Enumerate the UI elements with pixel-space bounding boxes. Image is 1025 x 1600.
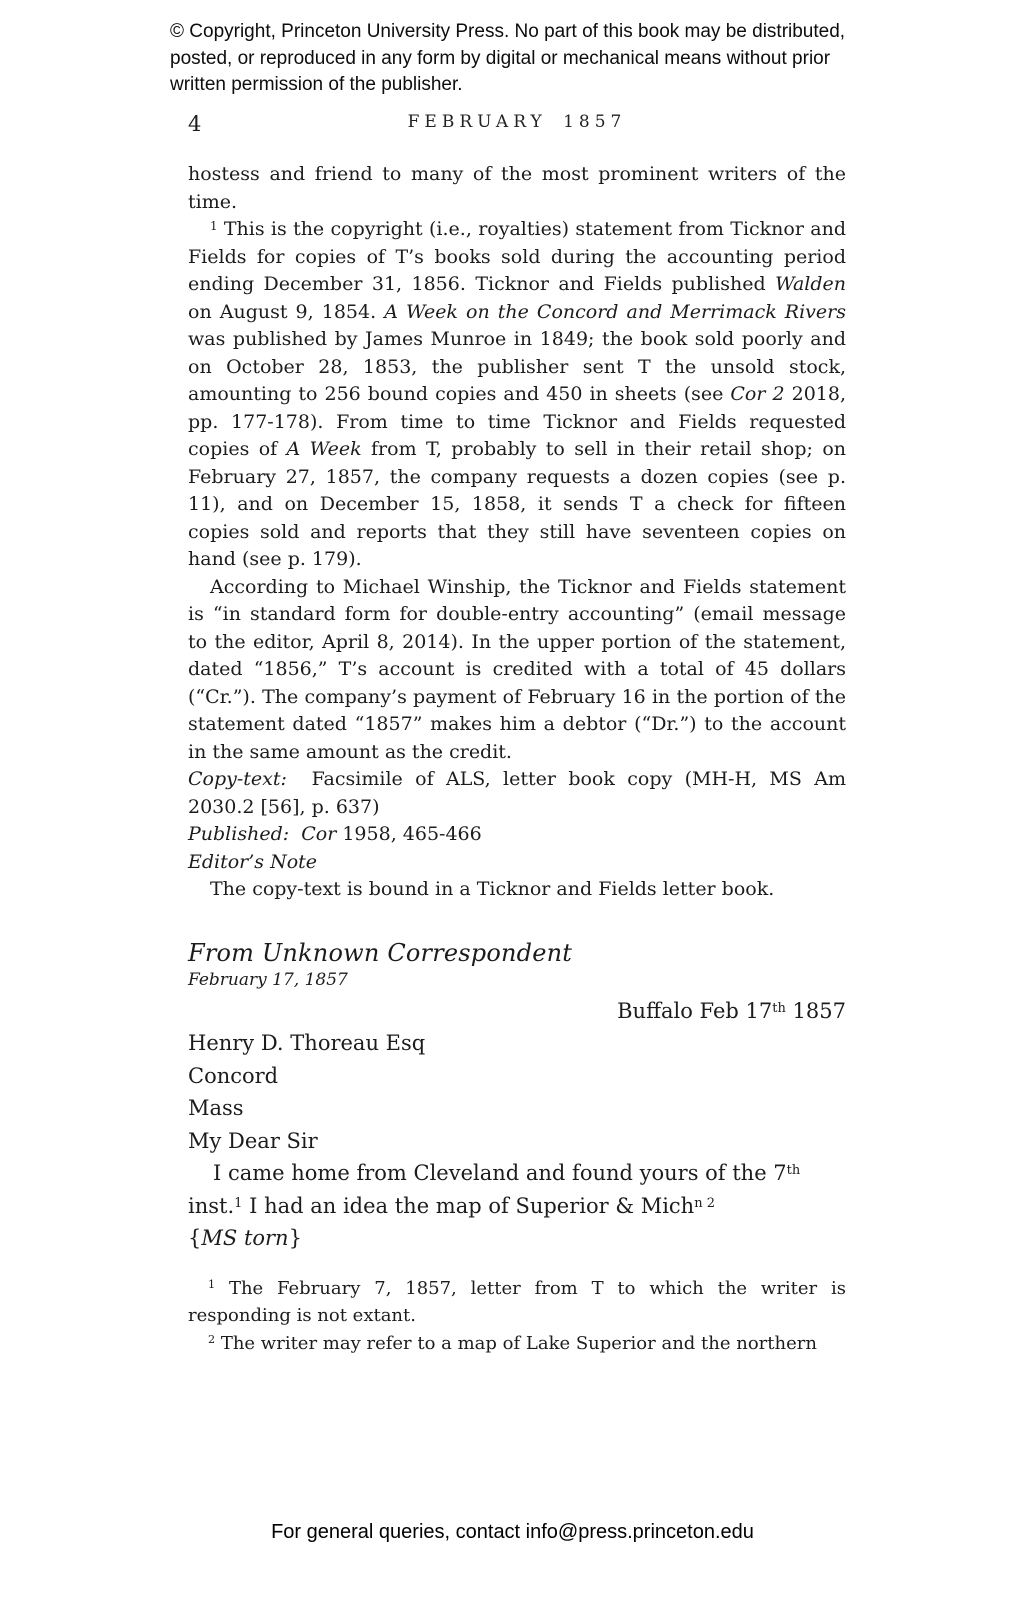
editors-note-body: The copy-text is bound in a Ticknor and Fields letter book. bbox=[210, 878, 775, 900]
letter-dateline bbox=[188, 995, 846, 1028]
superscript-run: n 2 bbox=[694, 1195, 716, 1211]
text-run: A Week bbox=[286, 438, 362, 460]
running-head: FEBRUARY 1857 bbox=[407, 112, 627, 132]
superscript-run: th bbox=[786, 1163, 801, 1179]
text-run: I had an idea the map of Superior & Mich bbox=[242, 1193, 695, 1218]
text-run: A Week on the Concord and Merrimack Rivers bbox=[384, 300, 846, 323]
letter-heading: From Unknown Correspondent bbox=[188, 938, 573, 967]
text-run: I came home from Cleveland and found yours of the 7 bbox=[213, 1161, 787, 1185]
page-footer: For general queries, contact info@press.princeton.edu bbox=[271, 1521, 754, 1543]
letter-recipient-state: Mass bbox=[188, 1096, 244, 1120]
text-run: Buffalo Feb 17 bbox=[617, 998, 773, 1023]
text-run: from T, probably to sell in their retail shop; on February 27, 1857, the company requests a dozen copies (see p. 11), and on December 15, 1858, it sends T a check for fifteen copies sold and reports that they still have seventeen copies on hand (see p. 179). bbox=[188, 438, 846, 570]
page-number: 4 bbox=[188, 112, 202, 136]
text-run: This is the copyright (i.e., royalties) statement from Ticknor and Fields for copies of T’s books sold during the accounting period ending December 31, 1856. Ticknor and Fields published bbox=[188, 218, 846, 295]
paragraph-winship: According to Michael Winship, the Ticknor and Fields statement is “in standard form for double-entry accounting” (email message to the editor, April 8, 2014). In the upper portion of the statement, dated “1856,” T’s account is credited with a total of 45 dollars (“Cr.”). The company’s payment of February 16 in the portion of the statement dated “1857” makes him a debtor (“Dr.”) to the account in the same amount as the credit. bbox=[188, 575, 846, 763]
superscript-run: 1 bbox=[210, 218, 218, 233]
text-run: The February 7, 1857, letter from T to which the writer is responding is not extant. bbox=[188, 1277, 846, 1326]
text-run: 1857 bbox=[785, 998, 846, 1023]
annotation-footnote-1 bbox=[188, 216, 846, 574]
text-run: Walden bbox=[775, 273, 846, 295]
text-run: 2018, pp. 177-178). From time to time Ticknor and Fields requested copies of bbox=[188, 383, 847, 460]
page-header bbox=[188, 112, 846, 140]
footnotes-block bbox=[188, 1275, 846, 1358]
letter-date: February 17, 1857 bbox=[188, 970, 348, 990]
text-run: inst. bbox=[188, 1193, 235, 1218]
text-run bbox=[289, 823, 301, 845]
text-column bbox=[188, 161, 846, 1357]
text-run: Published: bbox=[188, 823, 290, 845]
text-run: 1958, 465-466 bbox=[336, 823, 482, 845]
text-run: on August 9, 1854. bbox=[188, 300, 385, 323]
superscript-run: 1 bbox=[234, 1195, 243, 1211]
text-run: Cor bbox=[301, 823, 337, 845]
editors-note-heading: Editor’s Note bbox=[188, 850, 318, 873]
text-run: } bbox=[288, 1226, 302, 1250]
copyright-notice: © Copyright, Princeton University Press. No part of this book may be distributed, posted, or reproduced in any form by digital or mechanical means without prior written permission of the publisher. bbox=[170, 21, 846, 95]
text-run: was published by James Munroe in 1849; the book sold poorly and on October 28, 1853, the publisher sent T the unsold stock, amounting to 256 bound copies and 450 in sheets (see bbox=[188, 328, 846, 405]
ms-torn-note bbox=[188, 1222, 846, 1255]
letter-recipient-name: Henry D. Thoreau Esq bbox=[188, 1031, 426, 1055]
text-run: The writer may refer to a map of Lake Superior and the northern bbox=[215, 1332, 817, 1354]
superscript-run: 1 bbox=[208, 1278, 216, 1292]
text-run: Copy-text: bbox=[188, 768, 287, 790]
letter-recipient-town: Concord bbox=[188, 1063, 279, 1088]
letter-footnote-2 bbox=[188, 1330, 846, 1358]
text-run: Facsimile of ALS, letter book copy (MH-H, MS Am 2030.2 [56], p. 637) bbox=[188, 768, 846, 818]
letter-footnote-1 bbox=[188, 1275, 846, 1330]
text-run: { bbox=[188, 1226, 202, 1250]
letter-body-line-1 bbox=[188, 1157, 846, 1190]
paragraph-intro: hostess and friend to many of the most prominent writers of the time. bbox=[188, 163, 846, 213]
text-run: MS torn bbox=[201, 1226, 289, 1250]
letter-body-line-2 bbox=[188, 1190, 846, 1223]
superscript-run: 2 bbox=[208, 1333, 216, 1347]
copy-text-line bbox=[188, 766, 846, 821]
superscript-run: th bbox=[772, 1000, 786, 1016]
text-run: Cor 2 bbox=[730, 383, 785, 405]
published-line bbox=[188, 821, 846, 849]
letter-salutation: My Dear Sir bbox=[188, 1128, 318, 1153]
